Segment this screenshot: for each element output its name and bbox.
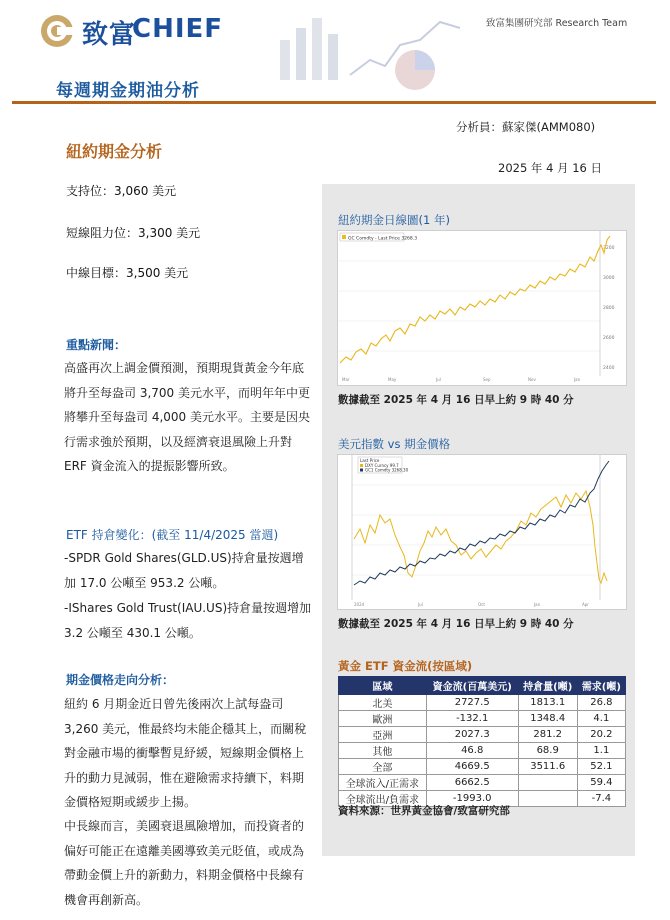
news-body: 高盛再次上調金價預測，預期現貨黃金今年底將升至每盎司 3,700 美元水平，而明年年中更將攀升至每盎司 4,000 美元水平。主要是因央行需求強於預期，以及經濟衰退風險上升對 ERF 資金流入的提振影響所致。	[64, 361, 310, 473]
demand-cell: 4.1	[577, 711, 625, 727]
table-row	[339, 695, 626, 711]
dxy-chart-note: 數據截至 2025 年 4 月 16 日早上約 9 時 40 分	[338, 618, 574, 630]
flow-cell: 46.8	[426, 743, 518, 759]
daily-chart-note: 數據截至 2025 年 4 月 16 日早上約 9 時 40 分	[338, 394, 574, 406]
flow-cell: -132.1	[426, 711, 518, 727]
dxy-legend-gold: GC1 Comdty 3268.30	[365, 467, 409, 473]
dxy-legend-title: Last Price	[360, 458, 380, 463]
etf-ishares-holding: -IShares Gold Trust(IAU.US)持倉量按週增加 3.2 公噸至 430.1 公噸。	[64, 601, 312, 640]
svg-text:Jan: Jan	[534, 602, 541, 607]
report-date: 2025 年 4 月 16 日	[498, 161, 602, 175]
table-row	[339, 727, 626, 743]
dxy-legend-dxy: DXY Curncy 99.7	[365, 463, 399, 468]
svg-text:Sep: Sep	[483, 377, 491, 382]
outlook-paragraph-2: 中長線而言，美國衰退風險增加，而投資者的偏好可能正在遠離美國導致美元貶值，或成為帶動金價上升的新動力，料期金價格中長線有機會再創新高。	[64, 819, 305, 907]
data-source-note: 資料來源：世界黃金協會/致富研究部	[338, 805, 510, 817]
team-label: 致富集團研究部 Research Team	[486, 18, 628, 29]
daily-chart-legend: GC Comdty - Last Price 3268.3	[348, 236, 418, 242]
region-cell: 亞洲	[339, 727, 427, 743]
chief-logo-icon	[40, 14, 74, 48]
svg-text:Jul: Jul	[436, 377, 441, 382]
region-cell: 北美	[339, 695, 427, 711]
svg-text:Mar: Mar	[342, 377, 350, 382]
svg-text:2400: 2400	[603, 366, 615, 371]
flow-cell: 4669.5	[426, 759, 518, 775]
report-title: 每週期金期油分析	[56, 81, 200, 101]
news-heading: 重點新聞：	[66, 338, 127, 352]
holdings-cell: 3511.6	[518, 759, 577, 775]
table-row	[339, 711, 626, 727]
flow-cell: 6662.5	[426, 775, 518, 791]
holdings-cell	[518, 791, 577, 807]
mid-term-target: 中線目標：3,500 美元	[66, 266, 189, 280]
header-decorative-graphic	[270, 0, 470, 95]
etf-spdr-holding: -SPDR Gold Shares(GLD.US)持倉量按週增加 17.0 公噸至 953.2 公噸。	[64, 551, 304, 590]
etf-flows-title: 黃金 ETF 資金流(按區域)	[338, 659, 473, 673]
brand-name-english: CHIEF	[132, 14, 224, 44]
svg-text:2600: 2600	[603, 336, 615, 341]
table-row	[339, 775, 626, 791]
holdings-cell: 1348.4	[518, 711, 577, 727]
demand-cell: 1.1	[577, 743, 625, 759]
daily-gold-chart	[337, 230, 627, 386]
svg-text:3200: 3200	[603, 246, 615, 251]
outlook-paragraph-1: 紐約 6 月期金近日曾先後兩次上試每盎司 3,260 美元，惟最終均未能企穩其上，而關稅對金融市場的衝擊暫見紓緩，短線期金價格上升的動力見減弱，惟在避險需求持續下，料期金價格短期或緩步上揚。	[64, 697, 307, 809]
svg-text:Jan: Jan	[574, 377, 581, 382]
svg-text:Apr: Apr	[582, 602, 589, 607]
short-term-resistance: 短線阻力位：3,300 美元	[66, 226, 201, 240]
support-level: 支持位：3,060 美元	[66, 184, 177, 198]
etf-holdings-heading: ETF 持倉變化：(截至 11/4/2025 當週)	[66, 528, 279, 542]
etf-flows-table	[338, 676, 626, 807]
region-cell: 全部	[339, 759, 427, 775]
table-row	[339, 743, 626, 759]
section-title: 紐約期金分析	[66, 142, 163, 161]
col-header-holdings: 持倉量(噸)	[518, 677, 577, 695]
dxy-vs-gold-chart	[337, 454, 627, 610]
holdings-cell: 1813.1	[518, 695, 577, 711]
demand-cell: 26.8	[577, 695, 625, 711]
dxy-chart-title: 美元指數 vs 期金價格	[338, 437, 451, 451]
svg-text:3000: 3000	[603, 276, 615, 281]
svg-text:May: May	[388, 377, 397, 382]
outlook-heading: 期金價格走向分析：	[66, 673, 175, 687]
header-divider	[12, 101, 656, 104]
region-cell: 歐洲	[339, 711, 427, 727]
flow-cell: 2727.5	[426, 695, 518, 711]
svg-text:Nov: Nov	[528, 377, 536, 382]
holdings-cell: 281.2	[518, 727, 577, 743]
daily-chart-title: 紐約期金日線圖(1 年)	[338, 213, 450, 227]
region-cell: 全球流出/負需求	[339, 791, 427, 807]
table-row	[339, 759, 626, 775]
demand-cell: -7.4	[577, 791, 625, 807]
col-header-demand: 需求(噸)	[577, 677, 625, 695]
svg-text:Oct: Oct	[478, 602, 485, 607]
col-header-region: 區域	[339, 677, 427, 695]
table-header-row	[339, 677, 626, 695]
flow-cell: 2027.3	[426, 727, 518, 743]
holdings-cell: 68.9	[518, 743, 577, 759]
col-header-flow: 資金流(百萬美元)	[426, 677, 518, 695]
holdings-cell	[518, 775, 577, 791]
svg-text:Jul: Jul	[418, 602, 423, 607]
demand-cell: 20.2	[577, 727, 625, 743]
svg-text:2024: 2024	[354, 602, 365, 607]
region-cell: 全球流入/正需求	[339, 775, 427, 791]
svg-text:2800: 2800	[603, 306, 615, 311]
region-cell: 其他	[339, 743, 427, 759]
demand-cell: 52.1	[577, 759, 625, 775]
analyst-name: 分析員：蘇家傑(AMM080)	[456, 120, 596, 134]
brand-name-chinese: 致富	[82, 20, 137, 50]
flow-cell: -1993.0	[426, 791, 518, 807]
demand-cell: 59.4	[577, 775, 625, 791]
